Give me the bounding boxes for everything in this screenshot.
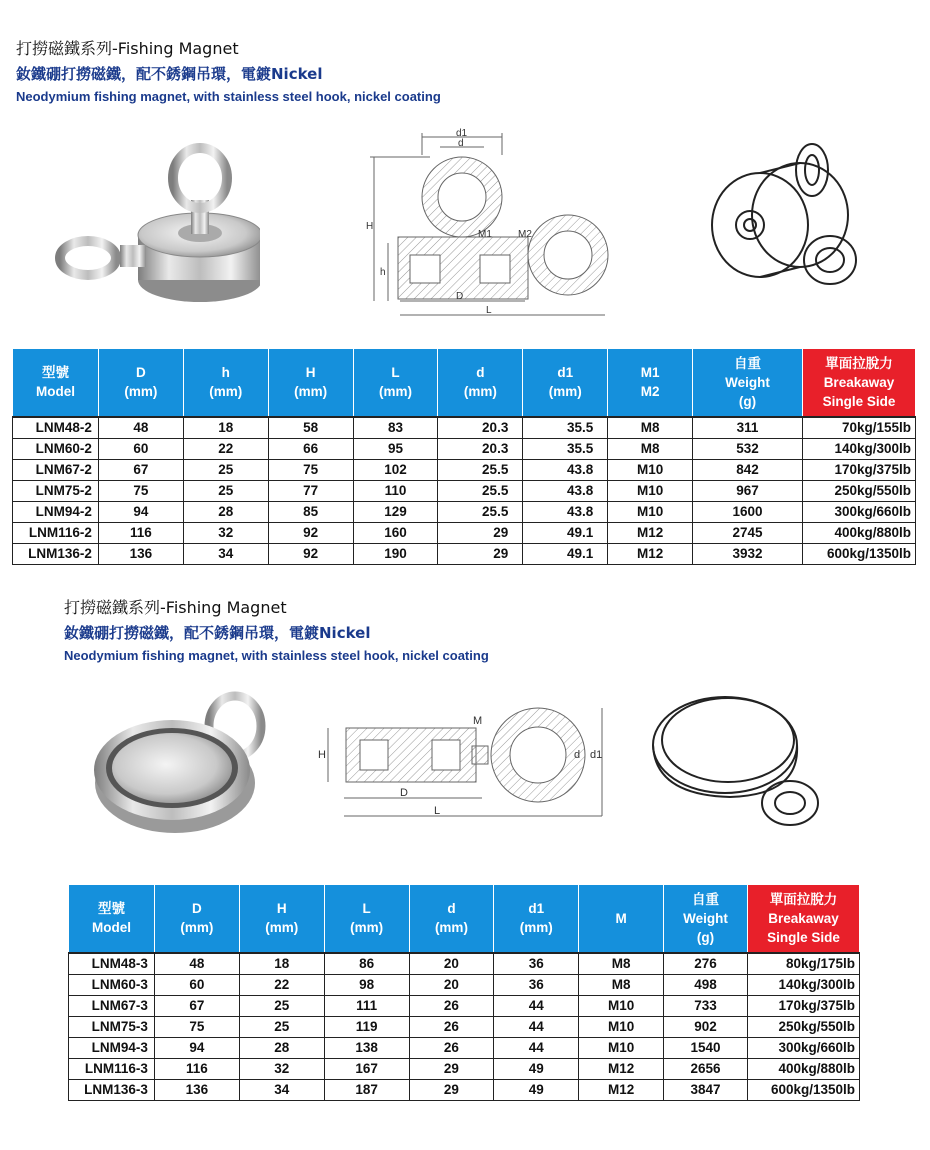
- table-cell: 35.5: [523, 438, 608, 459]
- header-d1: d1 (mm): [523, 349, 608, 417]
- table-cell: 902: [664, 1016, 748, 1037]
- table-cell: 28: [183, 501, 268, 522]
- dim2-H-label: H: [318, 749, 326, 761]
- table-cell: 102: [353, 459, 438, 480]
- table-cell: 36: [494, 974, 579, 995]
- table-cell: 300kg/660lb: [802, 501, 915, 522]
- table-cell: 20.3: [438, 417, 523, 439]
- table-cell: 26: [409, 995, 494, 1016]
- table-cell: 111: [324, 995, 409, 1016]
- table-cell: LNM136-2: [13, 543, 99, 564]
- dim-H-label: H: [366, 221, 374, 232]
- header-L: L (mm): [353, 349, 438, 417]
- table-cell: 1540: [664, 1037, 748, 1058]
- table-row: [69, 1079, 860, 1100]
- table-cell: 44: [494, 1016, 579, 1037]
- table-cell: 18: [239, 953, 324, 975]
- table-cell: M8: [608, 438, 693, 459]
- dim2-d1-label: d1: [590, 749, 603, 761]
- table-cell: 20: [409, 974, 494, 995]
- table-cell: 29: [409, 1058, 494, 1079]
- table-cell: 94: [154, 1037, 239, 1058]
- table-cell: 29: [438, 543, 523, 564]
- table-cell: LNM67-3: [69, 995, 155, 1016]
- table-cell: LNM116-3: [69, 1058, 155, 1079]
- table-cell: 43.8: [523, 459, 608, 480]
- table-cell: 170kg/375lb: [802, 459, 915, 480]
- header-thread: M: [579, 885, 664, 953]
- dim2-D-label: D: [400, 787, 408, 799]
- table-row: [69, 974, 860, 995]
- section2-spec-table: [68, 884, 860, 1101]
- table-cell: 116: [154, 1058, 239, 1079]
- table-row: [13, 501, 916, 522]
- table-cell: 18: [183, 417, 268, 439]
- table-cell: M8: [579, 974, 664, 995]
- table-cell: LNM136-3: [69, 1079, 155, 1100]
- table-cell: 60: [154, 974, 239, 995]
- table-cell: M12: [579, 1058, 664, 1079]
- table-cell: M8: [608, 417, 693, 439]
- table-cell: M10: [579, 1016, 664, 1037]
- table-cell: 49: [494, 1058, 579, 1079]
- table-cell: 400kg/880lb: [747, 1058, 859, 1079]
- table-cell: 25.5: [438, 501, 523, 522]
- table-cell: 2745: [693, 522, 803, 543]
- table-cell: 75: [154, 1016, 239, 1037]
- table-cell: 138: [324, 1037, 409, 1058]
- header-d: d (mm): [409, 885, 494, 953]
- table-cell: LNM94-2: [13, 501, 99, 522]
- table-cell: 532: [693, 438, 803, 459]
- table-cell: LNM116-2: [13, 522, 99, 543]
- table-cell: 600kg/1350lb: [747, 1079, 859, 1100]
- table-cell: 190: [353, 543, 438, 564]
- table-cell: 311: [693, 417, 803, 439]
- table-cell: 48: [154, 953, 239, 975]
- table-cell: 60: [98, 438, 183, 459]
- table-cell: 20: [409, 953, 494, 975]
- table-cell: 92: [268, 522, 353, 543]
- section2-subtitle-cn: 釹鐵硼打撈磁鐵，配不銹鋼吊環，電鍍Nickel: [64, 624, 371, 642]
- table-cell: LNM75-3: [69, 1016, 155, 1037]
- section1-line-sketch: [700, 140, 880, 300]
- table-cell: 160: [353, 522, 438, 543]
- table-cell: 49.1: [523, 522, 608, 543]
- dim2-d-label: d: [574, 749, 581, 761]
- table-cell: 250kg/550lb: [747, 1016, 859, 1037]
- table-header-row: [13, 349, 916, 417]
- header-D: D (mm): [98, 349, 183, 417]
- table-cell: 49: [494, 1079, 579, 1100]
- table-cell: 44: [494, 1037, 579, 1058]
- table-cell: 95: [353, 438, 438, 459]
- section2-technical-drawing: [310, 700, 620, 825]
- section1-subtitle-en: Neodymium fishing magnet, with stainless steel hook, nickel coating: [16, 89, 441, 104]
- header-model: 型號 Model: [13, 349, 99, 417]
- table-cell: 66: [268, 438, 353, 459]
- section2-subtitle-en: Neodymium fishing magnet, with stainless steel hook, nickel coating: [64, 648, 489, 663]
- table-cell: 48: [98, 417, 183, 439]
- section2-title: 打撈磁鐵系列-Fishing Magnet: [64, 598, 287, 617]
- table-cell: M12: [608, 543, 693, 564]
- section2-product-photo: [90, 688, 290, 838]
- section1-subtitle-cn: 釹鐵硼打撈磁鐵，配不銹鋼吊環，電鍍Nickel: [16, 65, 323, 83]
- table-cell: 300kg/660lb: [747, 1037, 859, 1058]
- dim-M2-label: M2: [518, 229, 532, 240]
- table-cell: 75: [268, 459, 353, 480]
- table-cell: 167: [324, 1058, 409, 1079]
- table-cell: 77: [268, 480, 353, 501]
- table-cell: 400kg/880lb: [802, 522, 915, 543]
- table-cell: 25.5: [438, 480, 523, 501]
- table-cell: M12: [608, 522, 693, 543]
- table-row: [13, 417, 916, 439]
- table-cell: 187: [324, 1079, 409, 1100]
- table-cell: 170kg/375lb: [747, 995, 859, 1016]
- table-cell: 36: [494, 953, 579, 975]
- table-cell: LNM48-2: [13, 417, 99, 439]
- table-cell: 92: [268, 543, 353, 564]
- table-row: [69, 1058, 860, 1079]
- table-cell: 35.5: [523, 417, 608, 439]
- table-cell: 32: [183, 522, 268, 543]
- table-cell: 58: [268, 417, 353, 439]
- table-cell: 25: [183, 480, 268, 501]
- section1-title: 打撈磁鐵系列-Fishing Magnet: [16, 39, 239, 58]
- table-cell: 1600: [693, 501, 803, 522]
- table-row: [13, 522, 916, 543]
- table-cell: 25: [239, 1016, 324, 1037]
- table-cell: LNM94-3: [69, 1037, 155, 1058]
- table-cell: 26: [409, 1037, 494, 1058]
- table-cell: 67: [154, 995, 239, 1016]
- header-H: H (mm): [268, 349, 353, 417]
- dim-d-label: d: [458, 138, 464, 149]
- table-header-row: [69, 885, 860, 953]
- dim-L-label: L: [486, 305, 492, 316]
- table-cell: 116: [98, 522, 183, 543]
- header-d: d (mm): [438, 349, 523, 417]
- table-cell: 75: [98, 480, 183, 501]
- table-cell: 32: [239, 1058, 324, 1079]
- table-cell: 26: [409, 1016, 494, 1037]
- table-cell: 498: [664, 974, 748, 995]
- table-cell: 733: [664, 995, 748, 1016]
- header-H: H (mm): [239, 885, 324, 953]
- table-cell: 94: [98, 501, 183, 522]
- table-cell: M12: [579, 1079, 664, 1100]
- table-cell: 43.8: [523, 501, 608, 522]
- dim-h-label: h: [380, 267, 386, 278]
- table-cell: 276: [664, 953, 748, 975]
- table-cell: 29: [409, 1079, 494, 1100]
- table-cell: 140kg/300lb: [802, 438, 915, 459]
- table-cell: M10: [579, 1037, 664, 1058]
- header-thread: M1 M2: [608, 349, 693, 417]
- table-cell: M10: [608, 459, 693, 480]
- table-cell: 25.5: [438, 459, 523, 480]
- table-cell: 2656: [664, 1058, 748, 1079]
- table-cell: 967: [693, 480, 803, 501]
- table-cell: 20.3: [438, 438, 523, 459]
- table-cell: 3847: [664, 1079, 748, 1100]
- table-cell: M8: [579, 953, 664, 975]
- table-cell: 44: [494, 995, 579, 1016]
- table-cell: M10: [579, 995, 664, 1016]
- table-cell: 34: [183, 543, 268, 564]
- table-cell: 83: [353, 417, 438, 439]
- header-model: 型號 Model: [69, 885, 155, 953]
- dim2-L-label: L: [434, 805, 441, 817]
- table-cell: 28: [239, 1037, 324, 1058]
- table-row: [13, 438, 916, 459]
- table-row: [13, 480, 916, 501]
- dim2-M-label: M: [473, 715, 483, 727]
- table-cell: 25: [183, 459, 268, 480]
- table-cell: 119: [324, 1016, 409, 1037]
- table-cell: M10: [608, 480, 693, 501]
- table-row: [13, 459, 916, 480]
- header-h: h (mm): [183, 349, 268, 417]
- section1-header: [16, 36, 441, 104]
- header-weight: 自重 Weight (g): [693, 349, 803, 417]
- dim-D-label: D: [456, 291, 464, 302]
- header-breakaway: 單面拉脫力 Breakaway Single Side: [747, 885, 859, 953]
- section2-header: [64, 595, 489, 663]
- table-cell: M10: [608, 501, 693, 522]
- dim-d1-label: d1: [456, 128, 468, 139]
- table-cell: 34: [239, 1079, 324, 1100]
- table-cell: 22: [183, 438, 268, 459]
- table-cell: 98: [324, 974, 409, 995]
- table-cell: 3932: [693, 543, 803, 564]
- table-cell: 86: [324, 953, 409, 975]
- table-cell: 67: [98, 459, 183, 480]
- dim-M1-label: M1: [478, 229, 492, 240]
- table-cell: 600kg/1350lb: [802, 543, 915, 564]
- table-cell: 49.1: [523, 543, 608, 564]
- table-cell: LNM60-2: [13, 438, 99, 459]
- table-row: [69, 1037, 860, 1058]
- table-row: [69, 1016, 860, 1037]
- table-cell: 110: [353, 480, 438, 501]
- header-breakaway: 單面拉脫力 Breakaway Single Side: [802, 349, 915, 417]
- section1-technical-drawing: [350, 125, 620, 325]
- table-cell: LNM67-2: [13, 459, 99, 480]
- table-cell: LNM75-2: [13, 480, 99, 501]
- section2-line-sketch: [640, 685, 840, 840]
- table-cell: LNM48-3: [69, 953, 155, 975]
- table-cell: 842: [693, 459, 803, 480]
- header-weight: 自重 Weight (g): [664, 885, 748, 953]
- table-row: [69, 953, 860, 975]
- table-cell: 136: [98, 543, 183, 564]
- header-D: D (mm): [154, 885, 239, 953]
- table-cell: 250kg/550lb: [802, 480, 915, 501]
- table-cell: 70kg/155lb: [802, 417, 915, 439]
- table-cell: 25: [239, 995, 324, 1016]
- table-cell: LNM60-3: [69, 974, 155, 995]
- table-cell: 80kg/175lb: [747, 953, 859, 975]
- table-row: [69, 995, 860, 1016]
- table-cell: 140kg/300lb: [747, 974, 859, 995]
- table-row: [13, 543, 916, 564]
- table-cell: 136: [154, 1079, 239, 1100]
- table-cell: 85: [268, 501, 353, 522]
- section1-spec-table: [12, 348, 916, 565]
- table-cell: 43.8: [523, 480, 608, 501]
- section1-product-photo: [50, 140, 260, 310]
- table-cell: 129: [353, 501, 438, 522]
- header-L: L (mm): [324, 885, 409, 953]
- header-d1: d1 (mm): [494, 885, 579, 953]
- table-cell: 22: [239, 974, 324, 995]
- table-cell: 29: [438, 522, 523, 543]
